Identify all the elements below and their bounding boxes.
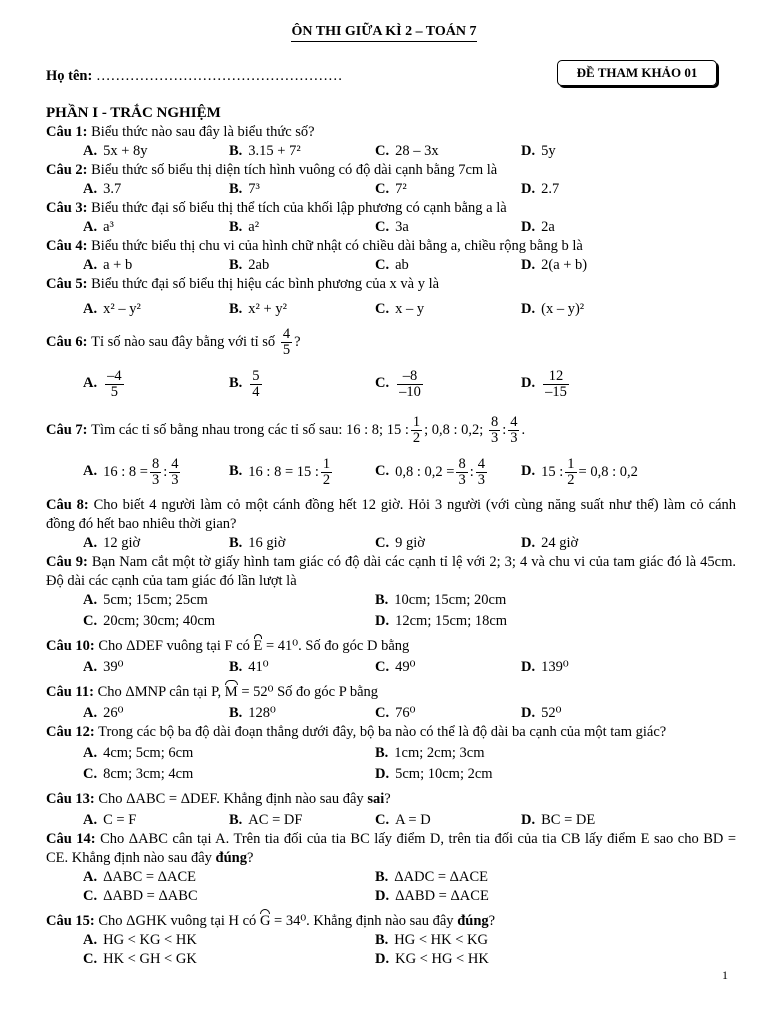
option-d: D. 139⁰ (521, 659, 569, 675)
option-b: B. ΔADC = ΔACE (375, 869, 488, 885)
option-d: D. BC = DE (521, 812, 596, 828)
option-c: C. 8cm; 3cm; 4cm (83, 766, 194, 782)
option-b: B. 10cm; 15cm; 20cm (375, 592, 507, 608)
option-d: D. 2(a + b) (521, 257, 588, 273)
option-a: A. x² – y² (83, 301, 141, 317)
options-1 (46, 142, 736, 161)
question-13: Câu 13: Cho ΔABC = ΔDEF. Khẳng định nào sau đây sai? (46, 791, 391, 807)
option-b: B. 2ab (229, 257, 270, 273)
option-a: A. HG < KG < HK (83, 932, 197, 948)
option-a: A. a + b (83, 257, 133, 273)
question-15: Câu 15: Cho ΔGHK vuông tại H có G = 34⁰. Khẳng định nào sau đây đúng? (46, 913, 496, 929)
exam-title: ÔN THI GIỮA KÌ 2 – TOÁN 7 (0, 24, 768, 40)
option-d: D. 12cm; 15cm; 18cm (375, 613, 508, 629)
angle-hat: G (259, 913, 271, 929)
option-d: D. 52⁰ (521, 705, 562, 721)
option-d: D. 5y (521, 143, 556, 159)
section-title: PHẦN I - TRẮC NGHIỆM (46, 105, 221, 121)
option-a: A. 4cm; 5cm; 6cm (83, 745, 194, 761)
options-7 (46, 450, 736, 494)
option-a: A. 5x + 8y (83, 143, 148, 159)
option-d: D. 2a (521, 219, 555, 235)
option-c: C. 7² (375, 181, 407, 197)
exam-code-box: ĐỀ THAM KHẢO 01 (557, 60, 717, 86)
option-d: D. 24 giờ (521, 535, 579, 551)
option-b: B. AC = DF (229, 812, 303, 828)
option-b: B. 16 giờ (229, 535, 286, 551)
option-d: D. 15 : $\frac{1}{2}$ = 0,8 : 0,2 (521, 455, 638, 488)
option-a: A. 3.7 (83, 181, 122, 197)
options-8 (46, 534, 736, 553)
option-a: A. 39⁰ (83, 659, 124, 675)
angle-hat: E (253, 638, 263, 654)
option-c: C. 3a (375, 219, 409, 235)
option-b: B. 16 : 8 = 15 : $\frac{1}{2}$ (229, 455, 331, 488)
option-a: A. $\frac{-4}{5}$ (83, 367, 122, 400)
question-14: Câu 14: Cho ΔABC cân tại A. Trên tia đối của tia BC lấy điểm D, trên tia đối của tia CB lấy điểm E sao cho BD = CE. Khẳng định nào sau đây đúng? (46, 831, 737, 866)
question-3: Câu 3: Biểu thức đại số biểu thị thể tích của khối lập phương có cạnh bằng a là (46, 200, 507, 216)
options-5 (46, 298, 736, 320)
question-2: Câu 2: Biểu thức số biểu thị diện tích hình vuông có độ dài cạnh bằng 7cm là (46, 162, 498, 178)
option-d: D. ΔABD = ΔACE (375, 888, 489, 904)
option-c: C. 49⁰ (375, 659, 416, 675)
option-b: B. 128⁰ (229, 705, 276, 721)
question-9: Câu 9: Bạn Nam cắt một tờ giấy hình tam giác có độ dài các cạnh tỉ lệ với 2; 3; 4 và chu vi của tam giác đó là 45cm. Độ dài các cạnh của tam giác đó lần lượt là (46, 554, 736, 589)
options-15-row2 (46, 950, 736, 969)
option-c: C. ΔABD = ΔABC (83, 888, 198, 904)
option-d: D. $\frac{12}{-15}$ (521, 367, 567, 400)
option-a: A. 12 giờ (83, 535, 141, 551)
option-d: D. 2.7 (521, 181, 560, 197)
options-10 (46, 658, 736, 677)
question-10: Câu 10: Cho ΔDEF vuông tại F có E = 41⁰. Số đo góc D bằng (46, 638, 410, 654)
option-b: B. HG < HK < KG (375, 932, 488, 948)
name-label: Họ tên: (46, 68, 93, 84)
options-11 (46, 704, 736, 723)
options-9-row1 (46, 591, 736, 610)
options-3 (46, 218, 736, 237)
option-b: B. 7³ (229, 181, 260, 197)
option-c: C. x – y (375, 301, 425, 317)
options-14-row1 (46, 868, 736, 887)
option-b: B. 1cm; 2cm; 3cm (375, 745, 485, 761)
option-c: C. 28 – 3x (375, 143, 439, 159)
page-number: 1 (722, 968, 728, 982)
option-d: D. 5cm; 10cm; 2cm (375, 766, 493, 782)
question-11: Câu 11: Cho ΔMNP cân tại P, M = 52⁰ Số đo góc P bằng (46, 684, 379, 700)
option-a: A. 16 : 8 = $\frac{8}{3}$ : $\frac{4}{3}$ (83, 455, 179, 488)
option-c: C. $\frac{-8}{-10}$ (375, 367, 421, 400)
options-2 (46, 180, 736, 199)
option-c: C. ab (375, 257, 409, 273)
option-c: C. 20cm; 30cm; 40cm (83, 613, 216, 629)
options-14-row2 (46, 887, 736, 906)
option-b: B. a² (229, 219, 260, 235)
option-c: C. 9 giờ (375, 535, 425, 551)
question-6: Câu 6: Tỉ số nào sau đây bằng với tỉ số $\frac{4}{5}$ ? (46, 325, 301, 358)
option-a: A. 5cm; 15cm; 25cm (83, 592, 208, 608)
option-d: D. KG < HG < HK (375, 951, 489, 967)
name-line (46, 68, 342, 85)
option-c: C. A = D (375, 812, 431, 828)
option-a: A. C = F (83, 812, 137, 828)
exam-content (46, 104, 736, 969)
option-b: B. 41⁰ (229, 659, 269, 675)
option-b: B. x² + y² (229, 301, 287, 317)
option-a: A. ΔABC = ΔACE (83, 869, 196, 885)
options-12-row1 (46, 744, 736, 763)
option-a: A. a³ (83, 219, 114, 235)
question-5: Câu 5: Biểu thức đại số biểu thị hiệu các bình phương của x và y là (46, 276, 440, 292)
options-13 (46, 811, 736, 830)
option-b: B. $\frac{5}{4}$ (229, 367, 260, 400)
fraction: $\frac{4}{5}$ (282, 325, 291, 358)
options-4 (46, 256, 736, 275)
options-12-row2 (46, 765, 736, 784)
question-7: Câu 7: Tìm các tỉ số bằng nhau trong các tỉ số sau: 16 : 8; 15 : $\frac{1}{2}$ ; 0,8 : 0,2; $\frac{8}{3}$ : $\frac{4}{3}$ . (46, 413, 526, 446)
question-1: Câu 1: Biểu thức nào sau đây là biểu thức số? (46, 124, 315, 140)
option-a: A. 26⁰ (83, 705, 124, 721)
question-4: Câu 4: Biểu thức biểu thị chu vi của hình chữ nhật có chiều dài bằng a, chiều rộng bằng b là (46, 238, 583, 254)
name-dots: …………………………………………… (95, 68, 343, 84)
options-15-row1 (46, 931, 736, 950)
angle-hat: M (224, 684, 238, 700)
options-9-row2 (46, 612, 736, 631)
option-b: B. 3.15 + 7² (229, 143, 301, 159)
option-c: C. 76⁰ (375, 705, 416, 721)
question-8: Câu 8: Cho biết 4 người làm cỏ một cánh đồng hết 12 giờ. Hỏi 3 người (với cùng năng suất như thế) làm cỏ cánh đồng đó hết bao nhiêu thời gian? (46, 497, 737, 532)
options-6 (46, 362, 736, 406)
option-d: D. (x – y)² (521, 301, 585, 317)
option-c: C. HK < GH < GK (83, 951, 197, 967)
option-c: C. 0,8 : 0,2 = $\frac{8}{3}$ : $\frac{4}{3}$ (375, 455, 485, 488)
question-12: Câu 12: Trong các bộ ba độ dài đoạn thẳng dưới đây, bộ ba nào có thể là độ dài ba cạnh của một tam giác? (46, 724, 667, 740)
